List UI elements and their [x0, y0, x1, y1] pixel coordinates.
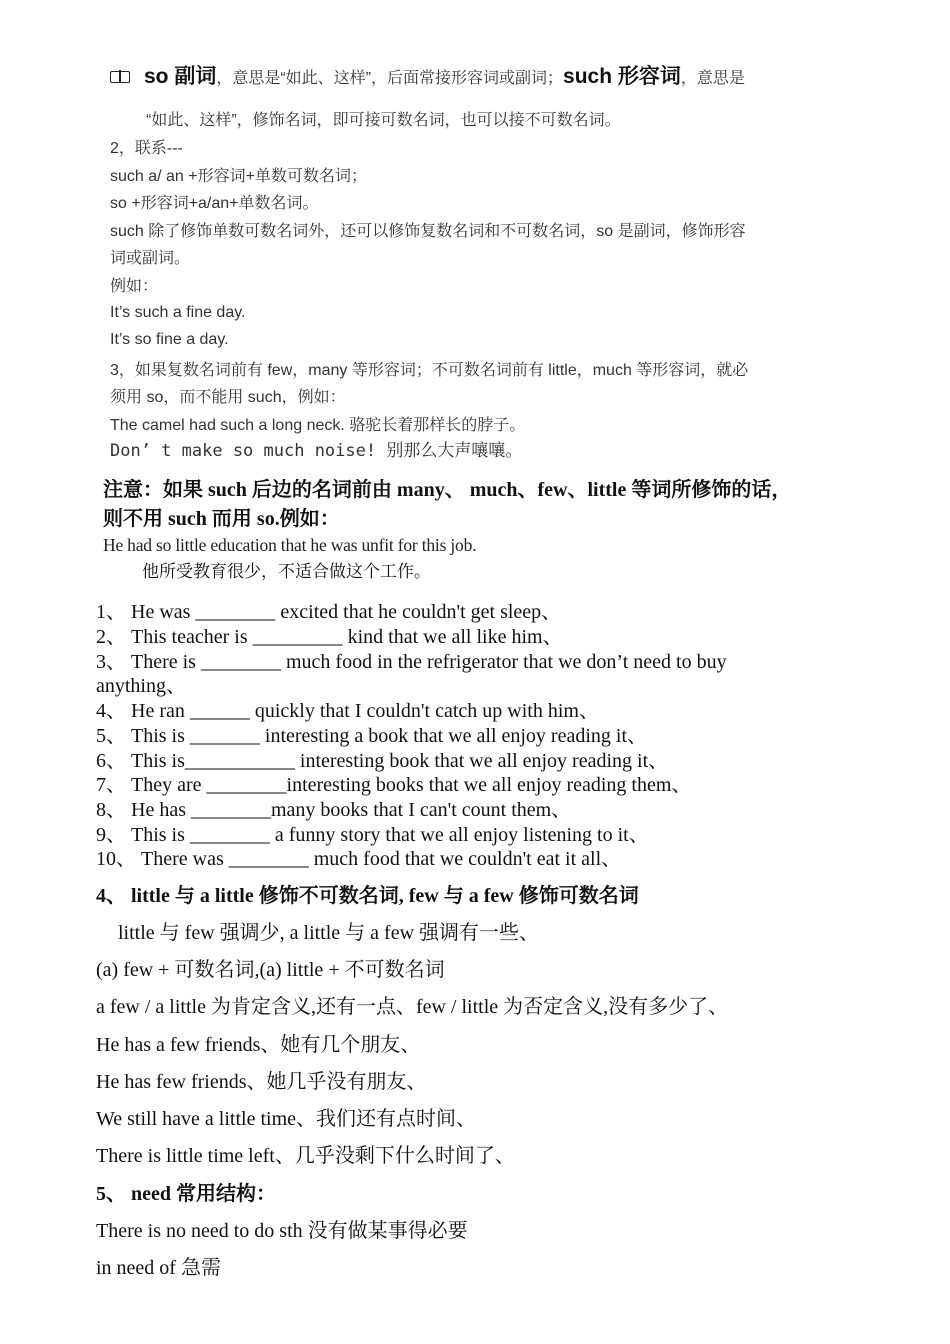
- intro-line-12: 须用 so，而不能用 such，例如：: [110, 389, 346, 406]
- section-4-line: We still have a little time、我们还有点时间、: [96, 1108, 476, 1130]
- section-4-line: There is little time left、几乎没剩下什么时间了、: [96, 1145, 515, 1167]
- exercise-item: 5、 This is _______ interesting a book that we all enjoy reading it、: [96, 725, 648, 747]
- exercise-item: 8、 He has ________many books that I can't count them、: [96, 799, 572, 821]
- note-translation: 他所受教育很少，不适合做这个工作。: [142, 562, 431, 581]
- intro-line-1: so 副词，意思是“如此、这样”，后面常接形容词或副词；such 形容词，意思是: [110, 60, 745, 90]
- section-5-heading: 5、 need 常用结构：: [96, 1183, 276, 1205]
- exercise-item: 9、 This is ________ a funny story that we all enjoy listening to it、: [96, 824, 649, 846]
- so-adverb-label: so 副词: [144, 65, 217, 88]
- intro-line-3: 2，联系---: [110, 140, 183, 157]
- intro-line-4: such a/ an +形容词+单数可数名词；: [110, 168, 367, 185]
- exercise-item: 2、 This teacher is _________ kind that we all like him、: [96, 626, 563, 648]
- exercise-item: 10、 There was ________ much food that we couldn't eat it all、: [96, 848, 622, 870]
- exercise-item: 7、 They are ________interesting books that we all enjoy reading them、: [96, 774, 692, 796]
- note-example: He had so little education that he was unfit for this job.: [103, 535, 477, 555]
- section-4-heading: 4、 little 与 a little 修饰不可数名词, few 与 a few 修饰可数名词: [96, 885, 639, 907]
- section-4-line: little 与 few 强调少, a little 与 a few 强调有一些、: [118, 922, 540, 944]
- section-4-line: He has a few friends、她有几个朋友、: [96, 1034, 421, 1056]
- exercise-item: 6、 This is___________ interesting book that we all enjoy reading it、: [96, 750, 669, 772]
- note-line-1: 注意：如果 such 后边的名词前由 many、 much、few、little 等词所修饰的话，: [103, 479, 792, 501]
- section-4-line: (a) few + 可数名词,(a) little + 不可数名词: [96, 959, 445, 981]
- section-5-line: in need of 急需: [96, 1257, 221, 1279]
- intro-line-2: “如此、这样”，修饰名词，即可接可数名词，也可以接不可数名词。: [146, 112, 621, 129]
- intro-line-13: The camel had such a long neck. 骆驼长着那样长的脖子。: [110, 417, 526, 434]
- section-5-line: There is no need to do sth 没有做某事得必要: [96, 1220, 468, 1242]
- section-4-line: a few / a little 为肯定含义,还有一点、few / little 为否定含义,没有多少了、: [96, 996, 729, 1018]
- exercise-item: 3、 There is ________ much food in the refrigerator that we don’t need to buy: [96, 651, 727, 673]
- intro-line-7: 词或副词。: [110, 250, 191, 267]
- intro-line-14: Don’ t make so much noise! 别那么大声嚷嚷。: [110, 441, 523, 461]
- note-line-2: 则不用 such 而用 so.例如：: [103, 508, 340, 530]
- book-icon: [110, 70, 130, 84]
- such-adjective-label: such 形容词: [563, 65, 681, 88]
- intro-line-9: It’s such a fine day.: [110, 304, 246, 321]
- intro-line-8: 例如：: [110, 278, 159, 295]
- section-4-line: He has few friends、她几乎没有朋友、: [96, 1071, 427, 1093]
- intro-line-10: It’s so fine a day.: [110, 331, 229, 348]
- intro-line-6: such 除了修饰单数可数名词外，还可以修饰复数名词和不可数名词，so 是副词，修饰形容: [110, 223, 746, 240]
- intro-line-11: 3，如果复数名词前有 few，many 等形容词；不可数名词前有 little，much 等形容词，就必: [110, 362, 749, 379]
- exercise-item: 1、 He was ________ excited that he couldn't get sleep、: [96, 601, 562, 623]
- intro-line-5: so +形容词+a/an+单数名词。: [110, 195, 319, 212]
- exercise-item: 4、 He ran ______ quickly that I couldn't catch up with him、: [96, 700, 599, 722]
- exercise-item-continuation: anything、: [96, 675, 186, 697]
